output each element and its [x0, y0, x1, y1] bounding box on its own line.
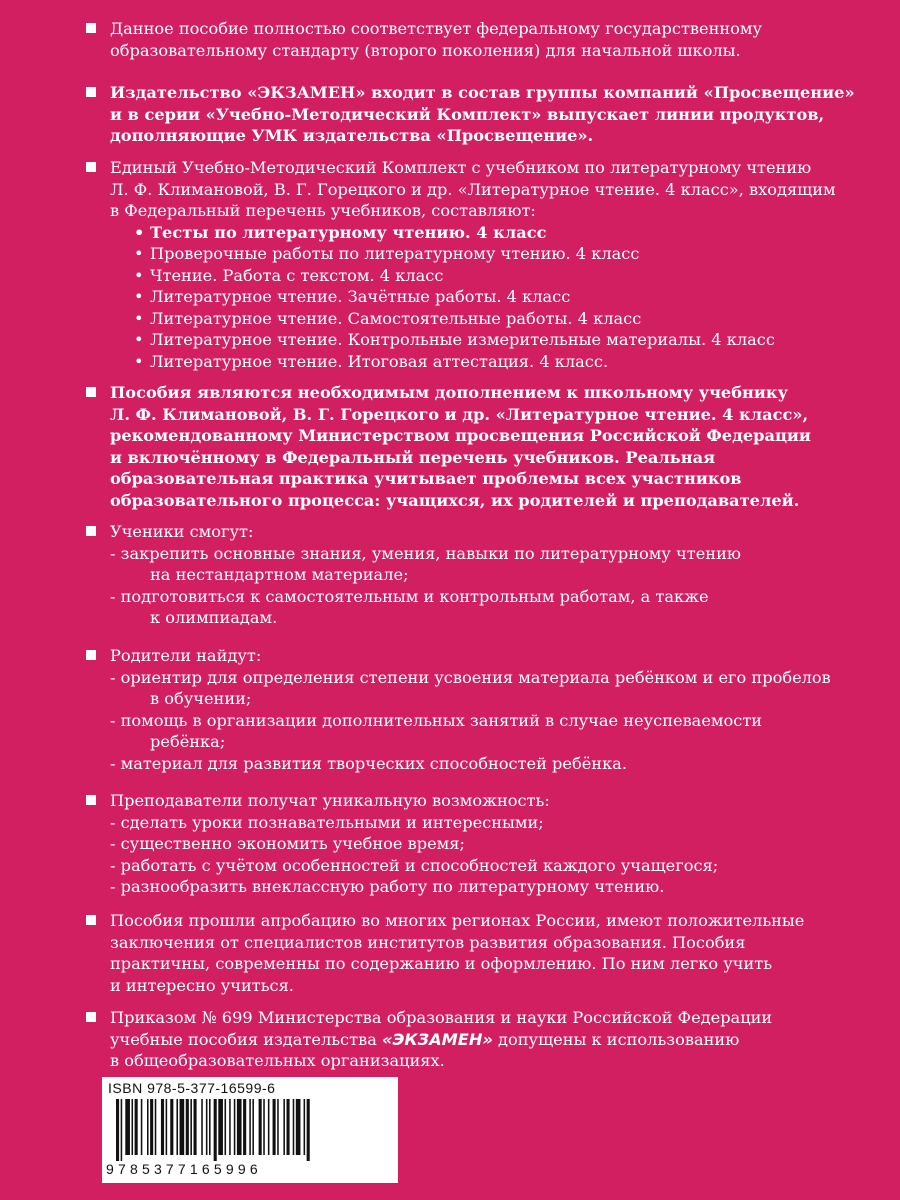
square-bullet-icon [86, 23, 96, 33]
square-bullet-icon [86, 915, 96, 925]
text-line: Данное пособие полностью соответствует федеральному государственному [110, 19, 763, 38]
barcode-bar [141, 1099, 143, 1155]
barcode-bar [237, 1099, 242, 1155]
text-line: Пособия являются необходимым дополнением к школьному учебнику [110, 383, 788, 402]
barcode-bar [135, 1099, 138, 1155]
text-line: - материал для развития творческих способностей ребёнка. [110, 753, 627, 773]
paragraph-umk [110, 157, 870, 372]
barcode-bar [283, 1099, 285, 1155]
text-line: - помощь в организации дополнительных занятий в случае неуспеваемости [110, 710, 763, 730]
dot-bullet-icon: • [134, 244, 144, 263]
square-bullet-icon [86, 650, 96, 660]
text-line: образовательного процесса: учащихся, их родителей и преподавателей. [110, 490, 800, 510]
text-line: практичны, современны по содержанию и оформлению. По ним легко учить [110, 954, 773, 973]
paragraph-order [110, 1007, 870, 1072]
text-line: Родители найдут: [110, 646, 262, 665]
square-bullet-icon [86, 387, 96, 397]
barcode-bar [166, 1099, 168, 1155]
text-line: образовательному стандарту (второго поколения) для начальной школы. [110, 40, 741, 60]
barcode-bar [170, 1099, 173, 1155]
text-line: в общеобразовательных организациях. [110, 1051, 445, 1070]
barcode-bar [180, 1099, 185, 1155]
square-bullet-icon [86, 87, 96, 97]
barcode-bar [304, 1099, 306, 1155]
text-line: дополняющие УМК издательства «Просвещение». [110, 126, 594, 145]
barcode-bar [218, 1099, 223, 1155]
paragraph-publisher [110, 82, 870, 147]
list-item: • Литературное чтение. Контрольные измерительные материалы. 4 класс [134, 330, 775, 349]
text-line: Пособия прошли апробацию во многих регионах России, имеют положительные [110, 911, 805, 930]
dot-bullet-icon: • [134, 265, 144, 285]
barcode-bar [186, 1099, 189, 1155]
square-bullet-icon [86, 162, 96, 172]
text-line: - существенно экономить учебное время; [110, 834, 465, 853]
list-item: • Литературное чтение. Самостоятельные работы. 4 класс [134, 308, 642, 328]
barcode-bar [125, 1099, 130, 1155]
brand-name: «ЭКЗАМЕН» [382, 1029, 493, 1049]
dot-bullet-icon: • [134, 308, 144, 328]
barcode-bar [150, 1099, 153, 1155]
text-line: в обучении; [150, 689, 252, 708]
barcode-bar [229, 1099, 231, 1155]
barcode-bar [209, 1099, 211, 1155]
text-line: и интересно учиться. [110, 975, 294, 995]
text-line: на нестандартном материале; [150, 565, 409, 584]
dot-bullet-icon: • [134, 222, 145, 242]
text-line: в Федеральный перечень учебников, составляют: [110, 201, 536, 220]
barcode-bar [273, 1099, 276, 1155]
barcode-bar [194, 1099, 197, 1155]
paragraph-parents [110, 645, 870, 774]
dot-bullet-icon: • [134, 351, 144, 371]
barcode-bar [225, 1099, 227, 1155]
paragraph-approbation [110, 910, 870, 996]
isbn-label: ISBN 978-5-377-16599-6 [108, 1080, 276, 1096]
text-line: - разнообразить внеклассную работу по литературному чтению. [110, 877, 665, 896]
text-line: - ориентир для определения степени усвоения материала ребёнком и его пробелов [110, 667, 831, 687]
barcode-bar [121, 1099, 123, 1161]
text-line: Ученики смогут: [110, 522, 254, 541]
text-line: - сделать уроки познавательными и интересными; [110, 812, 544, 832]
text-line: учебные пособия издательства «ЭКЗАМЕН» допущены к использованию [110, 1029, 740, 1049]
text-line: - закрепить основные знания, умения, навыки по литературному чтению [110, 543, 741, 563]
barcode-digits: 9785377165996 [106, 1161, 262, 1177]
text-line: и включённому в Федеральный перечень учебников. Реальная [110, 447, 716, 467]
text-line: Преподаватели получат уникальную возможность: [110, 791, 550, 810]
barcode-bar [155, 1099, 157, 1155]
barcode-bar [132, 1099, 134, 1155]
barcode-icon [112, 1099, 390, 1161]
barcode-bar [201, 1099, 203, 1155]
barcode-bar [277, 1099, 279, 1155]
list-item: • Тесты по литературному чтению. 4 класс [134, 222, 547, 242]
paragraph-students [110, 521, 870, 629]
barcode-bar [259, 1099, 262, 1155]
text-line: заключения от специалистов институтов развития образования. Пособия [110, 932, 746, 952]
text-line: рекомендованному Министерством просвещения Российской Федерации [110, 426, 811, 445]
barcode-bar [147, 1099, 149, 1155]
text-line: к олимпиадам. [150, 608, 278, 627]
text-line: Л. Ф. Климановой, В. Г. Горецкого и др. «Литературное чтение. 4 класс», входящим [110, 179, 836, 199]
barcode-bar [263, 1099, 265, 1155]
text-line: Издательство «ЭКЗАМЕН» входит в состав группы компаний «Просвещение» [110, 83, 855, 102]
square-bullet-icon [86, 526, 96, 536]
barcode-bar [214, 1099, 217, 1161]
list-item: • Проверочные работы по литературному чтению. 4 класс [134, 244, 640, 263]
list-item: • Литературное чтение. Итоговая аттестация. 4 класс. [134, 351, 609, 371]
text-line: и в серии «Учебно-Методический Комплект» выпускает линии продуктов, [110, 104, 825, 124]
text-line: ребёнка; [150, 732, 226, 751]
dot-bullet-icon: • [134, 287, 144, 306]
barcode-bar [249, 1099, 251, 1155]
barcode-bar [268, 1099, 270, 1155]
paragraph-supplement [110, 382, 870, 511]
text-line: - подготовиться к самостоятельным и контрольным работам, а также [110, 586, 709, 606]
barcode-bar [206, 1099, 208, 1155]
text-line: Л. Ф. Климановой, В. Г. Горецкого и др. «Литературное чтение. 4 класс», [110, 404, 809, 424]
barcode-bar [176, 1099, 178, 1155]
barcode-bar [234, 1099, 236, 1155]
list-item: • Чтение. Работа с текстом. 4 класс [134, 265, 444, 285]
list-item: • Литературное чтение. Зачётные работы. 4 класс [134, 287, 571, 306]
barcode-bar [243, 1099, 246, 1155]
isbn-barcode-panel [102, 1077, 398, 1183]
text-line: Приказом № 699 Министерства образования и науки Российской Федерации [110, 1008, 773, 1027]
text-line: образовательная практика учитывает проблемы всех участников [110, 469, 742, 488]
barcode-bar [293, 1099, 295, 1155]
barcode-bar [307, 1099, 310, 1161]
barcode-bar [252, 1099, 254, 1155]
barcode-bar [287, 1099, 290, 1155]
square-bullet-icon [86, 795, 96, 805]
barcode-bar [190, 1099, 192, 1155]
square-bullet-icon [86, 1012, 96, 1022]
barcode-bar [161, 1099, 164, 1155]
paragraph-fgos [110, 18, 870, 61]
text-line: - работать с учётом особенностей и способностей каждого учащегося; [110, 855, 719, 875]
barcode-bar [116, 1099, 119, 1161]
text-line: Единый Учебно-Методический Комплект с учебником по литературному чтению [110, 158, 812, 177]
dot-bullet-icon: • [134, 330, 144, 349]
barcode-bar [296, 1099, 301, 1155]
paragraph-teachers [110, 790, 870, 898]
